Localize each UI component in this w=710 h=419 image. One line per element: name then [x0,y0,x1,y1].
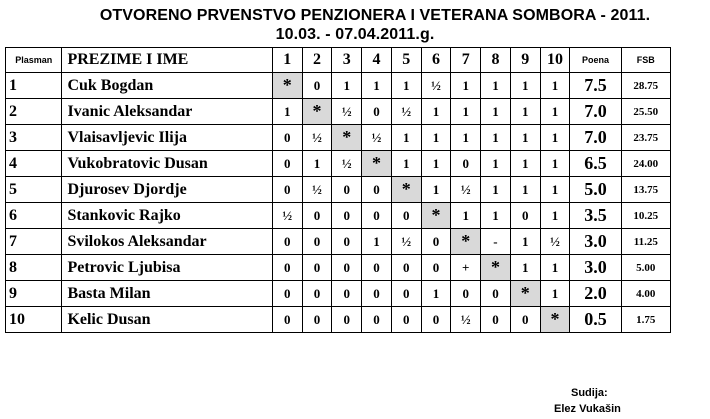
result-cell: 0 [272,229,302,255]
result-cell: 1 [451,125,481,151]
result-cell: 1 [540,177,570,203]
result-cell: 1 [421,177,451,203]
result-cell: ½ [362,125,392,151]
result-cell: 1 [451,203,481,229]
fsb-cell: 11.25 [621,229,670,255]
referee-label: Sudija: [571,387,608,399]
result-cell: 1 [421,281,451,307]
result-cell: 1 [451,73,481,99]
tournament-title: OTVORENO PRVENSTVO PENZIONERA I VETERANA SOMBORA - 2011. [99,7,651,24]
result-cell: 0 [421,255,451,281]
player-name-cell: Djurosev Djordje [62,177,272,203]
fsb-cell: 10.25 [621,203,670,229]
result-cell: ½ [451,307,481,333]
result-cell: 0 [332,307,362,333]
result-cell: 0 [451,281,481,307]
result-cell: 1 [510,177,540,203]
header-round-9: 9 [510,48,540,73]
result-cell: 0 [362,99,392,125]
result-cell: * [362,151,392,177]
result-cell: 1 [540,255,570,281]
result-cell: 1 [481,177,511,203]
header-plasman: Plasman [6,48,62,73]
place-cell: 6 [6,203,62,229]
result-cell: ½ [302,177,332,203]
result-cell: 1 [540,125,570,151]
result-cell: 0 [332,255,362,281]
place-cell: 4 [6,151,62,177]
place-cell: 1 [6,73,62,99]
result-cell: * [510,281,540,307]
table-row [6,281,671,307]
fsb-cell: 28.75 [621,73,670,99]
points-cell: 3.0 [570,229,621,255]
result-cell: 0 [332,177,362,203]
result-cell: * [421,203,451,229]
tournament-dates: 10.03. - 07.04.2011.g. [275,26,435,43]
result-cell: ½ [391,229,421,255]
player-name-cell: Vukobratovic Dusan [62,151,272,177]
result-cell: 1 [362,73,392,99]
result-cell: 0 [302,73,332,99]
result-cell: * [481,255,511,281]
result-cell: 0 [272,177,302,203]
result-cell: 1 [540,99,570,125]
result-cell: 1 [540,281,570,307]
place-cell: 8 [6,255,62,281]
points-cell: 7.0 [570,125,621,151]
fsb-cell: 25.50 [621,99,670,125]
player-name-cell: Ivanic Aleksandar [62,99,272,125]
fsb-cell: 5.00 [621,255,670,281]
table-row [6,73,671,99]
result-cell: ½ [332,99,362,125]
player-name-cell: Stankovic Rajko [62,203,272,229]
result-cell: 0 [302,229,332,255]
points-cell: 7.0 [570,99,621,125]
result-cell: 0 [421,229,451,255]
table-row [6,229,671,255]
result-cell: ½ [451,177,481,203]
place-cell: 3 [6,125,62,151]
result-cell: 0 [332,281,362,307]
result-cell: 0 [362,203,392,229]
result-cell: 1 [362,229,392,255]
result-cell: ½ [540,229,570,255]
result-cell: 1 [481,99,511,125]
result-cell: 1 [481,151,511,177]
fsb-cell: 23.75 [621,125,670,151]
header-round-1: 1 [272,48,302,73]
result-cell: 1 [510,99,540,125]
header-round-2: 2 [302,48,332,73]
result-cell: 1 [391,151,421,177]
result-cell: 0 [332,203,362,229]
points-cell: 6.5 [570,151,621,177]
header-round-3: 3 [332,48,362,73]
result-cell: 1 [451,99,481,125]
result-cell: 1 [302,151,332,177]
result-cell: 1 [421,151,451,177]
fsb-cell: 13.75 [621,177,670,203]
table-row [6,125,671,151]
result-cell: 1 [332,73,362,99]
result-cell: 1 [540,73,570,99]
result-cell: 0 [391,307,421,333]
result-cell: ½ [421,73,451,99]
result-cell: 0 [481,281,511,307]
player-name-cell: Basta Milan [62,281,272,307]
player-name-cell: Cuk Bogdan [62,73,272,99]
result-cell: 1 [391,125,421,151]
result-cell: 0 [481,307,511,333]
result-cell: 0 [302,203,332,229]
result-cell: 0 [272,125,302,151]
result-cell: 0 [510,307,540,333]
result-cell: * [391,177,421,203]
result-cell: ½ [332,151,362,177]
player-name-cell: Kelic Dusan [62,307,272,333]
table-row [6,307,671,333]
result-cell: 0 [272,255,302,281]
result-cell: 1 [510,125,540,151]
result-cell: 0 [421,307,451,333]
points-cell: 5.0 [570,177,621,203]
header-round-7: 7 [451,48,481,73]
result-cell: ½ [302,125,332,151]
fsb-cell: 1.75 [621,307,670,333]
result-cell: ½ [272,203,302,229]
result-cell: * [272,73,302,99]
points-cell: 3.5 [570,203,621,229]
result-cell: * [332,125,362,151]
player-name-cell: Vlaisavljevic Ilija [62,125,272,151]
result-cell: 0 [332,229,362,255]
result-cell: 0 [362,177,392,203]
result-cell: 1 [272,99,302,125]
points-cell: 2.0 [570,281,621,307]
result-cell: 1 [510,151,540,177]
header-round-4: 4 [362,48,392,73]
result-cell: 1 [540,203,570,229]
header-round-6: 6 [421,48,451,73]
result-cell: 1 [510,255,540,281]
result-cell: * [540,307,570,333]
player-name-cell: Svilokos Aleksandar [62,229,272,255]
header-round-5: 5 [391,48,421,73]
header-round-8: 8 [481,48,511,73]
table-row [6,177,671,203]
place-cell: 9 [6,281,62,307]
place-cell: 5 [6,177,62,203]
place-cell: 2 [6,99,62,125]
table-row [6,99,671,125]
place-cell: 7 [6,229,62,255]
points-cell: 0.5 [570,307,621,333]
result-cell: 0 [302,281,332,307]
result-cell: 1 [421,125,451,151]
result-cell: + [451,255,481,281]
result-cell: 1 [510,73,540,99]
result-cell: 0 [362,281,392,307]
result-cell: * [302,99,332,125]
result-cell: 0 [451,151,481,177]
result-cell: 1 [510,229,540,255]
result-cell: 0 [272,151,302,177]
referee-name: Elez Vukašin [554,403,621,415]
result-cell: ½ [391,99,421,125]
result-cell: 0 [362,307,392,333]
points-cell: 7.5 [570,73,621,99]
table-row [6,203,671,229]
table-row [6,255,671,281]
player-name-cell: Petrovic Ljubisa [62,255,272,281]
result-cell: 0 [391,255,421,281]
header-fsb: FSB [621,48,670,73]
result-cell: 0 [391,203,421,229]
result-cell: 1 [481,203,511,229]
result-cell: 0 [362,255,392,281]
place-cell: 10 [6,307,62,333]
fsb-cell: 4.00 [621,281,670,307]
table-row [6,151,671,177]
header-name: PREZIME I IME [62,48,272,73]
result-cell: 1 [391,73,421,99]
result-cell: 0 [272,307,302,333]
result-cell: - [481,229,511,255]
result-cell: 0 [391,281,421,307]
header-round-10: 10 [540,48,570,73]
table-header-row [6,48,671,73]
result-cell: 0 [302,307,332,333]
result-cell: 0 [510,203,540,229]
standings-table [5,47,671,333]
header-poena: Poena [570,48,621,73]
result-cell: 1 [540,151,570,177]
fsb-cell: 24.00 [621,151,670,177]
result-cell: 1 [481,73,511,99]
result-cell: 1 [481,125,511,151]
result-cell: 0 [302,255,332,281]
points-cell: 3.0 [570,255,621,281]
result-cell: 0 [272,281,302,307]
result-cell: * [451,229,481,255]
result-cell: 1 [421,99,451,125]
